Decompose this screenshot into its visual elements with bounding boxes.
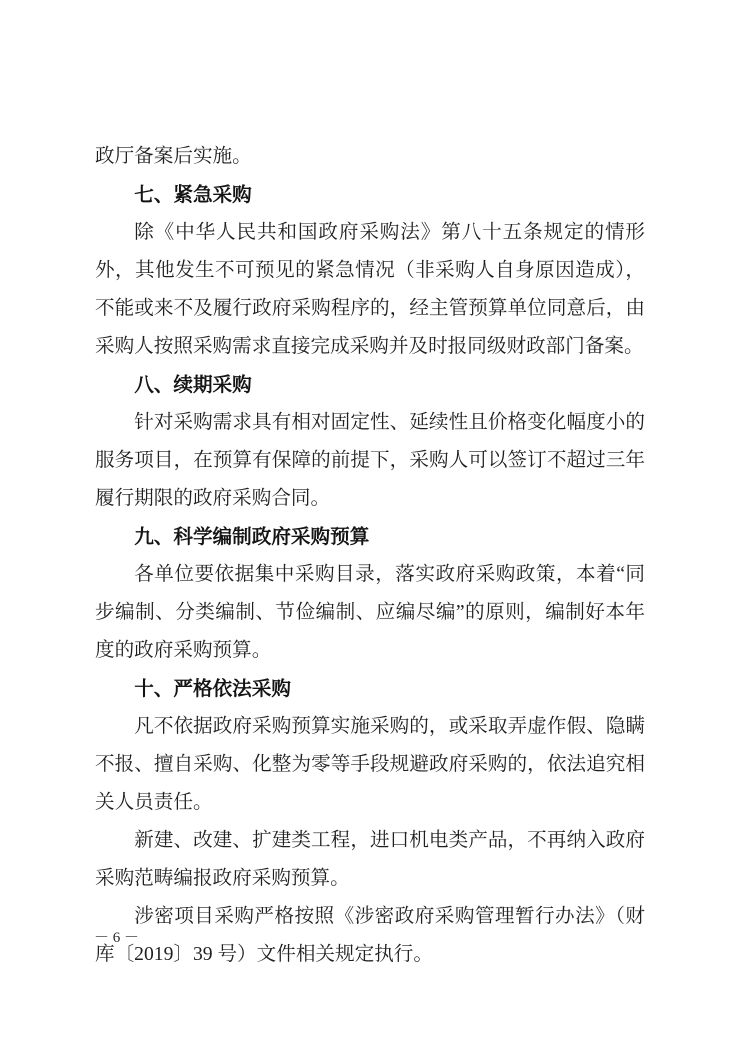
section-heading-8-renewal-procurement: 八、续期采购 [134,374,252,396]
paragraph-emergency-procurement: 除《中华人民共和国政府采购法》第八十五条规定的情形外，其他发生不可预见的紧急情况（非采购人自身原因造成），不能或来不及履行政府采购程序的，经主管预算单位同意后，由采购人按照采购需求直接完成采购并及时报同级财政部门备案。 [95,222,645,357]
section-heading-10-lawful-procurement: 十、严格依法采购 [134,678,291,700]
section-heading-7-emergency-procurement: 七、紧急采购 [134,184,252,206]
page-number: － 6 － [94,930,140,946]
paragraph-budget-preparation: 各单位要依据集中采购目录，落实政府采购政策，本着“同步编制、分类编制、节俭编制、应编尽编”的原则，编制好本年度的政府采购预算。 [95,564,645,661]
document-body [95,138,645,974]
section-heading-9-budget-preparation: 九、科学编制政府采购预算 [134,526,370,548]
paragraph-classified-procurement: 涉密项目采购严格按照《涉密政府采购管理暂行办法》（财库〔2019〕39 号）文件相关规定执行。 [95,906,645,965]
paragraph-construction-import-exclusion: 新建、改建、扩建类工程，进口机电类产品，不再纳入政府采购范畴编报政府采购预算。 [95,830,645,889]
paragraph-lawful-procurement-liability: 凡不依据政府采购预算实施采购的，或采取弄虚作假、隐瞒不报、擅自采购、化整为零等手段规避政府采购的，依法追究相关人员责任。 [95,716,645,813]
paragraph-renewal-procurement: 针对采购需求具有相对固定性、延续性且价格变化幅度小的服务项目，在预算有保障的前提下，采购人可以签订不超过三年履行期限的政府采购合同。 [95,412,645,509]
paragraph-continuation-filing: 政厅备案后实施。 [95,146,252,167]
